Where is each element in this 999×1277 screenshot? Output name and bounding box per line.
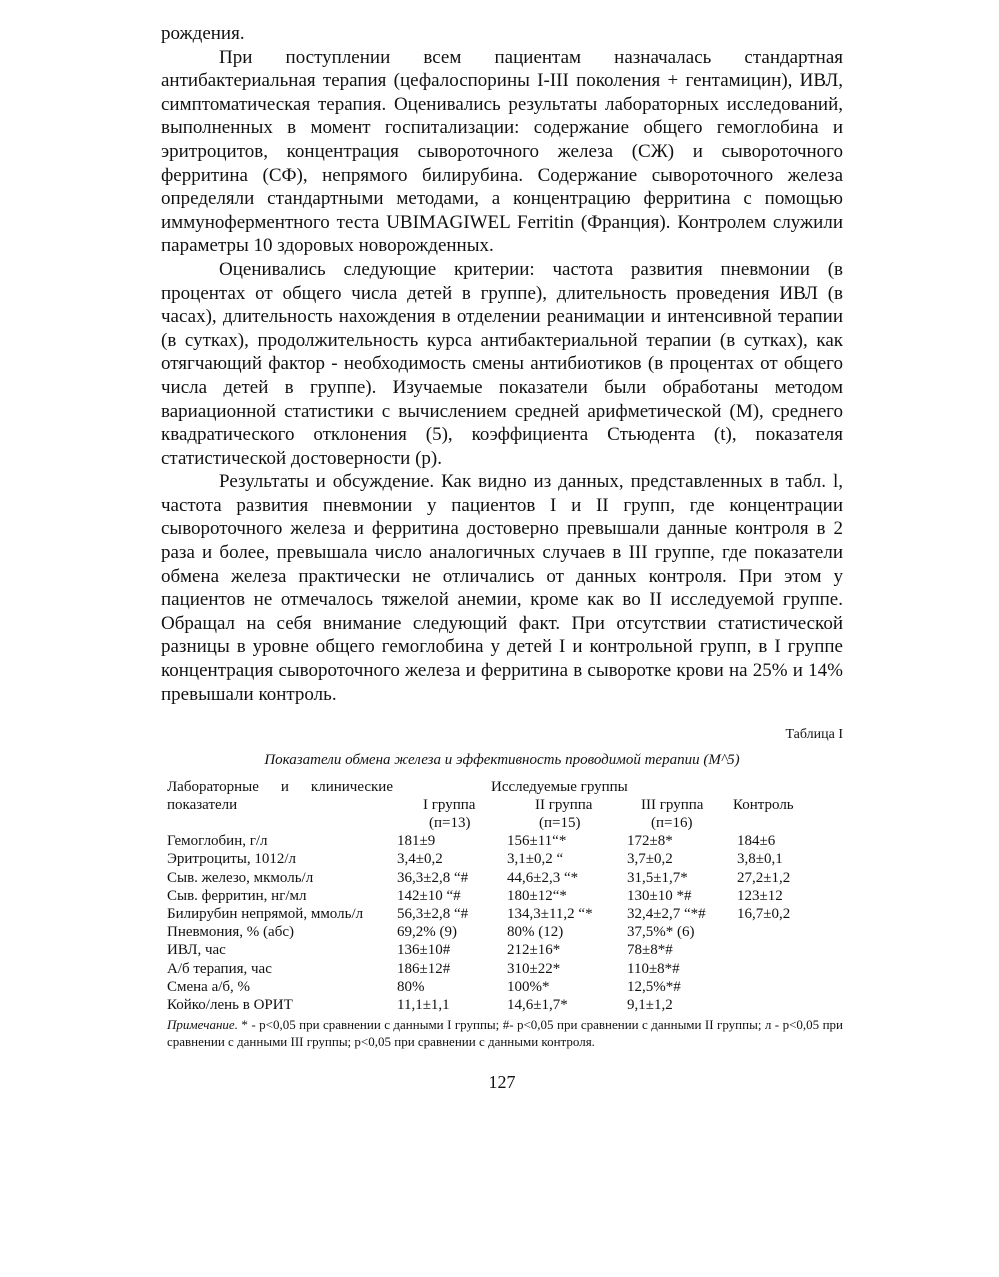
table-cell: 3,8±0,1 bbox=[737, 851, 783, 868]
table-cell: 212±16* bbox=[507, 942, 561, 959]
page-body bbox=[161, 22, 843, 1093]
table-row bbox=[161, 923, 843, 941]
table-cell: Пневмония, % (абс) bbox=[167, 924, 294, 941]
paragraph-3: Результаты и обсуждение. Как видно из данных, представленных в табл. l, частота развития пневмонии у пациентов I и II групп, где концентрации сывороточного железа и ферритина достоверно превышали данные контроля в 2 раза и более, превышала число аналогичных случаев в III группе, где показатели обмена железа практически не отличались от данных контроля. При этом у пациентов не отмечалось тяжелой анемии, кроме как во II исследуемой группе. Обращал на себя внимание следующий факт. При отсутствии статистической разницы в уровне общего гемоглобина у детей I и контрольной групп, в I группе концентрация сывороточного железа и ферритина в сыворотке крови на 25% и 14% превышали контроль. bbox=[161, 471, 843, 705]
table-cell: Койко/лень в ОРИТ bbox=[167, 996, 293, 1013]
table-cell: 37,5%* (6) bbox=[627, 924, 695, 941]
table-row bbox=[161, 832, 843, 850]
header-control: Контроль bbox=[733, 797, 794, 814]
header-group-3: III группа bbox=[641, 797, 704, 814]
table-note bbox=[161, 1016, 843, 1050]
table-cell: 27,2±1,2 bbox=[737, 869, 791, 886]
table-cell: ИВЛ, час bbox=[167, 942, 226, 959]
table-body bbox=[161, 832, 843, 1014]
table-cell: Смена а/б, % bbox=[167, 978, 251, 995]
table-cell: 80% bbox=[397, 978, 425, 995]
table-cell: 186±12# bbox=[397, 960, 451, 977]
header-study-groups: Исследуемые группы bbox=[491, 779, 628, 796]
table-cell: 3,7±0,2 bbox=[627, 851, 673, 868]
table-cell: 69,2% (9) bbox=[397, 924, 457, 941]
header-group-1-n: (п=13) bbox=[429, 815, 471, 832]
table-cell: 3,1±0,2 “ bbox=[507, 851, 564, 868]
table-cell: 11,1±1,1 bbox=[397, 996, 450, 1013]
table-row bbox=[161, 996, 843, 1014]
table-cell: 31,5±1,7* bbox=[627, 869, 688, 886]
table-cell: 78±8*# bbox=[627, 942, 673, 959]
paragraph-1: При поступлении всем пациентам назначалась стандартная антибактериальная терапия (цефалоспорины I-III поколения + гентамицин), ИВЛ, симптоматическая терапия. Оценивались результаты лабораторных исследований, выполненных в момент госпитализации: содержание общего гемоглобина и эритроцитов, концентрация сывороточного железа (СЖ) и сывороточного ферритина (СФ), непрямого билирубина. Содержание сывороточного железа определяли стандартными методами, а концентрацию ферритина с помощью иммуноферментного теста UBIMAGIWEL Ferritin (Франция). Контролем служили параметры 10 здоровых новорожденных. bbox=[161, 46, 843, 257]
table-cell: А/б терапия, час bbox=[167, 960, 272, 977]
header-group-2: II группа bbox=[535, 797, 593, 814]
table-cell: 9,1±1,2 bbox=[627, 996, 673, 1013]
note-label: Примечание. bbox=[167, 1017, 238, 1033]
table-cell: 44,6±2,3 “* bbox=[507, 869, 579, 886]
table-cell: 16,7±0,2 bbox=[737, 905, 791, 922]
table-cell: 156±11“* bbox=[507, 833, 567, 850]
table-row bbox=[161, 869, 843, 887]
table-cell: Сыв. ферритин, нг/мл bbox=[167, 887, 307, 904]
table-row bbox=[161, 978, 843, 996]
header-group-2-n: (п=15) bbox=[539, 815, 581, 832]
table-cell: Гемоглобин, г/л bbox=[167, 833, 268, 850]
table-row bbox=[161, 960, 843, 978]
paragraph-2: Оценивались следующие критерии: частота развития пневмонии (в процентах от общего числа детей в группе), длительность проведения ИВЛ (в часах), длительность нахождения в отделении реанимации и интенсивной терапии (в сутках), продолжительность курса антибактериальной терапии (в сутках), как отягчающий фактор - необходимость смены антибиотиков (в процентах от общего числа детей в группе). Изучаемые показатели были обработаны методом вариационной статистики с вычислением средней арифметической (М), среднего квадратического отклонения (5), коэффициента Стьюдента (t), показателя статистической достоверности (р). bbox=[161, 258, 843, 469]
table-cell: 180±12“* bbox=[507, 887, 567, 904]
header-group-1: I группа bbox=[423, 797, 476, 814]
table-cell: 100%* bbox=[507, 978, 550, 995]
table-cell: 36,3±2,8 “# bbox=[397, 869, 469, 886]
note-text: * - р<0,05 при сравнении с данными I группы; #- р<0,05 при сравнении с данными II группы; л - р<0,05 при сравнении с данными III группы; р<0,05 при сравнении с данными контроля. bbox=[167, 1017, 844, 1050]
paragraph-0: рождения. bbox=[161, 23, 245, 44]
table-cell: 130±10 *# bbox=[627, 887, 692, 904]
table-cell: 56,3±2,8 “# bbox=[397, 905, 469, 922]
table-cell: 181±9 bbox=[397, 833, 436, 850]
table-row bbox=[161, 905, 843, 923]
table-row bbox=[161, 887, 843, 905]
header-indicators-line1: Лабораторные и клинические bbox=[167, 779, 393, 796]
table-label: Таблица I bbox=[785, 727, 843, 743]
table-cell: 12,5%*# bbox=[627, 978, 681, 995]
table-row bbox=[161, 941, 843, 959]
table-cell: 32,4±2,7 “*# bbox=[627, 905, 706, 922]
table-cell: 110±8*# bbox=[627, 960, 680, 977]
table-cell: Билирубин непрямой, ммоль/л bbox=[167, 905, 364, 922]
table-title: Показатели обмена железа и эффективность проводимой терапии (М^5) bbox=[264, 752, 740, 769]
table-cell: 310±22* bbox=[507, 960, 561, 977]
page-number: 127 bbox=[488, 1072, 516, 1093]
table-row bbox=[161, 850, 843, 868]
table-cell: 142±10 “# bbox=[397, 887, 461, 904]
table-cell: 80% (12) bbox=[507, 924, 564, 941]
table-cell: Эритроциты, 1012/л bbox=[167, 851, 297, 868]
table-cell: 172±8* bbox=[627, 833, 673, 850]
table-cell: 123±12 bbox=[737, 887, 783, 904]
table-cell: 184±6 bbox=[737, 833, 776, 850]
header-group-3-n: (п=16) bbox=[651, 815, 693, 832]
header-indicators-line2: показатели bbox=[167, 797, 238, 814]
table-cell: 14,6±1,7* bbox=[507, 996, 568, 1013]
table-cell: 3,4±0,2 bbox=[397, 851, 443, 868]
table-cell: Сыв. железо, мкмоль/л bbox=[167, 869, 314, 886]
table-cell: 134,3±11,2 “* bbox=[507, 905, 593, 922]
table-header bbox=[161, 778, 843, 832]
table-cell: 136±10# bbox=[397, 942, 451, 959]
data-table bbox=[161, 778, 843, 1014]
